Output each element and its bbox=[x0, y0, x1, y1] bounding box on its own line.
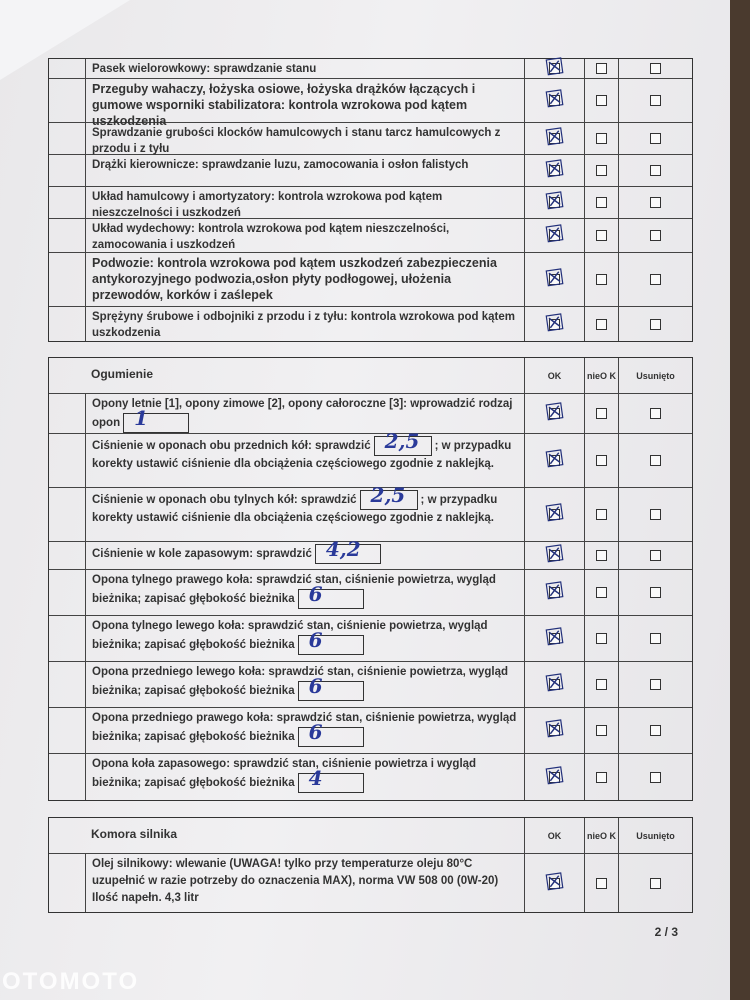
removed-cell bbox=[619, 79, 692, 122]
ok-cell bbox=[525, 123, 585, 154]
removed-checkbox[interactable] bbox=[650, 725, 661, 736]
ok-cell bbox=[525, 662, 585, 707]
ok-cell bbox=[525, 394, 585, 433]
nok-checkbox[interactable] bbox=[596, 133, 607, 144]
inspection-item-text: Układ hamulcowy i amortyzatory: kontrola wzrokowa pod kątem nieszczelności i uszkodzeń bbox=[85, 187, 525, 218]
ok-cell bbox=[525, 542, 585, 569]
removed-cell bbox=[619, 123, 692, 154]
tire-item-text bbox=[85, 616, 525, 661]
tire-item-label: Opona tylnego lewego koła: sprawdzić stan, ciśnienie powietrza, wygląd bieżnika; zapisać głębokość bieżnika bbox=[92, 620, 488, 652]
removed-checkbox[interactable] bbox=[650, 633, 661, 644]
tire-row bbox=[49, 708, 692, 754]
ok-cell bbox=[525, 155, 585, 186]
handwritten-check-icon: ☒ bbox=[543, 54, 567, 82]
tire-row bbox=[49, 429, 692, 488]
value-field[interactable] bbox=[123, 406, 189, 433]
removed-cell bbox=[619, 754, 692, 800]
ok-checkbox[interactable] bbox=[543, 156, 567, 184]
nok-checkbox[interactable] bbox=[596, 319, 607, 330]
tire-item-label: Ciśnienie w oponach obu tylnych kół: sprawdzić bbox=[92, 494, 357, 507]
col-ok-label: OK bbox=[547, 830, 562, 841]
inspection-row bbox=[49, 307, 692, 341]
tire-item-label: Opona przedniego lewego koła: sprawdzić stan, ciśnienie powietrza, wygląd bieżnika; zapisać głębokość bieżnika bbox=[92, 666, 509, 698]
removed-cell bbox=[619, 219, 692, 252]
ok-checkbox[interactable] bbox=[543, 868, 567, 897]
handwritten-check-icon: ☒ bbox=[543, 86, 567, 114]
tire-row bbox=[49, 394, 692, 434]
inspection-row bbox=[49, 79, 692, 128]
ok-checkbox[interactable] bbox=[543, 446, 567, 474]
ok-checkbox[interactable] bbox=[543, 500, 567, 528]
nok-cell bbox=[585, 662, 619, 707]
value-field[interactable] bbox=[298, 674, 364, 701]
handwritten-check-icon: ☒ bbox=[543, 265, 567, 293]
inspection-row bbox=[49, 253, 692, 307]
nok-cell bbox=[585, 253, 619, 306]
removed-cell bbox=[619, 434, 692, 487]
inspection-row bbox=[49, 155, 692, 187]
inspection-item-text: Pasek wielorowkowy: sprawdzanie stanu bbox=[85, 59, 525, 78]
removed-checkbox[interactable] bbox=[650, 587, 661, 598]
value-field[interactable] bbox=[298, 628, 364, 655]
ok-checkbox[interactable] bbox=[543, 86, 567, 114]
ok-checkbox[interactable] bbox=[543, 265, 567, 293]
tire-item-text bbox=[85, 570, 525, 615]
removed-checkbox[interactable] bbox=[650, 679, 661, 690]
handwritten-check-icon: ☒ bbox=[543, 762, 567, 791]
removed-checkbox[interactable] bbox=[650, 197, 661, 208]
handwritten-value: 1 bbox=[134, 406, 149, 430]
nok-cell bbox=[585, 123, 619, 154]
removed-cell bbox=[619, 394, 692, 433]
inspection-row bbox=[49, 219, 692, 253]
tire-row bbox=[49, 616, 692, 662]
tire-row bbox=[49, 537, 692, 570]
tire-row bbox=[49, 754, 692, 800]
handwritten-value: 4,2 bbox=[325, 537, 361, 561]
tire-row bbox=[49, 483, 692, 542]
handwritten-check-icon: ☒ bbox=[543, 156, 567, 184]
nok-cell bbox=[585, 708, 619, 753]
removed-cell bbox=[619, 307, 692, 341]
tire-row bbox=[49, 570, 692, 616]
inspection-row bbox=[49, 54, 692, 82]
nok-checkbox[interactable] bbox=[596, 455, 607, 466]
nok-cell bbox=[585, 488, 619, 541]
engine-header-row bbox=[49, 818, 692, 854]
tire-item-text bbox=[85, 708, 525, 753]
nok-checkbox[interactable] bbox=[596, 587, 607, 598]
engine-row bbox=[49, 854, 692, 912]
ok-checkbox[interactable] bbox=[543, 124, 567, 152]
ok-cell bbox=[525, 79, 585, 122]
nok-checkbox[interactable] bbox=[596, 725, 607, 736]
removed-cell bbox=[619, 253, 692, 306]
inspection-table bbox=[48, 54, 693, 342]
nok-cell bbox=[585, 434, 619, 487]
inspection-item-text: Układ wydechowy: kontrola wzrokowa pod kątem nieszczelności, zamocowania i uszkodzeń bbox=[85, 219, 525, 252]
inspection-item-text: Podwozie: kontrola wzrokowa pod kątem uszkodzeń zabezpieczenia antykorozyjnego podwozia,osłon płyty podłogowej, ułożenia przewodów, korków i zaślepek bbox=[85, 253, 525, 306]
value-field[interactable] bbox=[360, 483, 418, 510]
ok-cell bbox=[525, 187, 585, 218]
tire-item-note: ; w przypadku korekty ustawić ciśnienie dla obciążenia częściowego zgodnie z naklejką. bbox=[92, 440, 512, 470]
handwritten-value: 2,5 bbox=[384, 429, 420, 453]
ok-cell bbox=[525, 708, 585, 753]
handwritten-check-icon: ☒ bbox=[543, 221, 567, 249]
nok-cell bbox=[585, 542, 619, 569]
inspection-item-text: Sprężyny śrubowe i odbojniki z przodu i z tyłu: kontrola wzrokowa pod kątem uszkodzenia bbox=[85, 307, 525, 341]
removed-cell bbox=[619, 155, 692, 186]
handwritten-value: 6 bbox=[308, 720, 323, 744]
nok-checkbox[interactable] bbox=[596, 197, 607, 208]
ok-checkbox[interactable] bbox=[543, 578, 567, 606]
ok-cell bbox=[525, 434, 585, 487]
value-field[interactable] bbox=[298, 766, 364, 793]
handwritten-value: 6 bbox=[308, 582, 323, 606]
handwritten-value: 4 bbox=[308, 766, 323, 790]
removed-cell bbox=[619, 488, 692, 541]
ok-cell bbox=[525, 54, 585, 82]
removed-checkbox[interactable] bbox=[650, 274, 661, 285]
nok-cell bbox=[585, 59, 619, 78]
nok-checkbox[interactable] bbox=[596, 772, 607, 783]
removed-cell bbox=[619, 708, 692, 753]
ok-cell bbox=[525, 616, 585, 661]
value-field[interactable] bbox=[298, 582, 364, 609]
ok-cell bbox=[525, 570, 585, 615]
col-ok-label: OK bbox=[547, 370, 562, 381]
nok-checkbox[interactable] bbox=[596, 230, 607, 241]
removed-cell bbox=[619, 854, 692, 912]
removed-cell bbox=[619, 187, 692, 218]
handwritten-check-icon: ☒ bbox=[543, 446, 567, 474]
nok-checkbox[interactable] bbox=[596, 509, 607, 520]
handwritten-check-icon: ☒ bbox=[543, 541, 567, 569]
tire-item-text bbox=[85, 754, 525, 800]
ok-cell bbox=[525, 754, 585, 800]
tires-title: Ogumienie bbox=[85, 358, 525, 393]
removed-checkbox[interactable] bbox=[650, 772, 661, 783]
tires-table bbox=[48, 357, 693, 801]
tire-item-text bbox=[85, 429, 525, 487]
nok-cell bbox=[585, 155, 619, 186]
ok-cell bbox=[525, 307, 585, 341]
removed-checkbox[interactable] bbox=[650, 165, 661, 176]
tire-item-label: Opony letnie [1], opony zimowe [2], opony całoroczne [3]: wprowadzić rodzaj opon bbox=[92, 398, 513, 430]
nok-cell bbox=[585, 616, 619, 661]
removed-checkbox[interactable] bbox=[650, 319, 661, 330]
handwritten-check-icon: ☒ bbox=[543, 624, 567, 652]
nok-checkbox[interactable] bbox=[596, 274, 607, 285]
ok-checkbox[interactable] bbox=[543, 541, 567, 569]
handwritten-check-icon: ☒ bbox=[543, 578, 567, 606]
tires-header-row bbox=[49, 358, 692, 394]
inspection-row bbox=[49, 187, 692, 219]
ok-cell bbox=[525, 219, 585, 252]
nok-checkbox[interactable] bbox=[596, 633, 607, 644]
removed-cell bbox=[619, 616, 692, 661]
nok-checkbox[interactable] bbox=[596, 95, 607, 106]
tire-item-text bbox=[85, 394, 525, 433]
removed-cell bbox=[619, 662, 692, 707]
removed-checkbox[interactable] bbox=[650, 133, 661, 144]
ok-checkbox[interactable] bbox=[543, 624, 567, 652]
removed-checkbox[interactable] bbox=[650, 878, 661, 889]
value-field[interactable] bbox=[374, 429, 432, 456]
tire-row bbox=[49, 662, 692, 708]
ok-cell bbox=[525, 488, 585, 541]
col-removed-label: Usunięto bbox=[636, 370, 675, 381]
nok-checkbox[interactable] bbox=[596, 878, 607, 889]
value-field[interactable] bbox=[298, 720, 364, 747]
handwritten-check-icon: ☒ bbox=[543, 500, 567, 528]
removed-checkbox[interactable] bbox=[650, 455, 661, 466]
tire-item-label: Ciśnienie w oponach obu przednich kół: sprawdzić bbox=[92, 440, 371, 453]
tire-item-label: Ciśnienie w kole zapasowym: sprawdzić bbox=[92, 548, 312, 561]
tire-item-label: Opona tylnego prawego koła: sprawdzić stan, ciśnienie powietrza, wygląd bieżnika; zapisać głębokość bieżnika bbox=[92, 574, 496, 606]
tire-item-text bbox=[85, 662, 525, 707]
tire-item-note: ; w przypadku korekty ustawić ciśnienie dla obciążenia częściowego zgodnie z naklejką. bbox=[92, 494, 498, 524]
value-field[interactable] bbox=[315, 537, 381, 564]
nok-checkbox[interactable] bbox=[596, 165, 607, 176]
col-nok-label: nieO K bbox=[586, 830, 616, 841]
ok-checkbox[interactable] bbox=[543, 716, 567, 744]
removed-cell bbox=[619, 542, 692, 569]
inspection-row bbox=[49, 123, 692, 155]
tire-item-label: Opona koła zapasowego: sprawdzić stan, ciśnienie powietrza i wygląd bieżnika; zapisać głębokość bieżnika bbox=[92, 758, 477, 790]
handwritten-check-icon: ☒ bbox=[543, 716, 567, 744]
ok-cell bbox=[525, 854, 585, 912]
handwritten-check-icon: ☒ bbox=[543, 309, 567, 338]
nok-cell bbox=[585, 79, 619, 122]
nok-cell bbox=[585, 219, 619, 252]
ok-checkbox[interactable] bbox=[543, 670, 567, 698]
removed-cell bbox=[619, 570, 692, 615]
engine-table bbox=[48, 817, 693, 913]
inspection-item-text: Drążki kierownicze: sprawdzanie luzu, zamocowania i osłon falistych bbox=[85, 155, 525, 186]
inspection-item-text: Sprawdzanie grubości klocków hamulcowych i stanu tarcz hamulcowych z przodu i z tyłu bbox=[85, 123, 525, 154]
engine-title: Komora silnika bbox=[85, 818, 525, 853]
nok-cell bbox=[585, 394, 619, 433]
handwritten-check-icon: ☒ bbox=[543, 399, 567, 427]
handwritten-check-icon: ☒ bbox=[543, 124, 567, 152]
col-removed-label: Usunięto bbox=[636, 830, 675, 841]
removed-checkbox[interactable] bbox=[650, 550, 661, 561]
removed-cell bbox=[619, 59, 692, 78]
removed-checkbox[interactable] bbox=[650, 63, 661, 74]
removed-checkbox[interactable] bbox=[650, 509, 661, 520]
nok-cell bbox=[585, 754, 619, 800]
handwritten-check-icon: ☒ bbox=[543, 188, 567, 216]
page-number: 2 / 3 bbox=[654, 925, 678, 939]
tire-item-text bbox=[85, 483, 525, 541]
watermark-logo: OTOMOTO bbox=[2, 968, 140, 995]
nok-checkbox[interactable] bbox=[596, 550, 607, 561]
handwritten-value: 6 bbox=[308, 674, 323, 698]
inspection-item-text: Przeguby wahaczy, łożyska osiowe, łożyska drążków łączących i gumowe wsporniki stabilizatora: kontrola wzrokowa pod kątem uszkodzenia bbox=[85, 79, 525, 122]
tire-item-text bbox=[85, 537, 525, 569]
ok-checkbox[interactable] bbox=[543, 399, 567, 427]
nok-cell bbox=[585, 187, 619, 218]
removed-checkbox[interactable] bbox=[650, 408, 661, 419]
handwritten-value: 6 bbox=[308, 628, 323, 652]
handwritten-value: 2,5 bbox=[370, 483, 406, 507]
ok-checkbox[interactable] bbox=[543, 54, 567, 82]
nok-checkbox[interactable] bbox=[596, 408, 607, 419]
nok-cell bbox=[585, 854, 619, 912]
removed-checkbox[interactable] bbox=[650, 230, 661, 241]
ok-checkbox[interactable] bbox=[543, 221, 567, 249]
handwritten-check-icon: ☒ bbox=[543, 670, 567, 698]
nok-checkbox[interactable] bbox=[596, 63, 607, 74]
nok-checkbox[interactable] bbox=[596, 679, 607, 690]
engine-item-text: Olej silnikowy: wlewanie (UWAGA! tylko przy temperaturze oleju 80°C uzupełnić w razie potrzeby do oznaczenia MAX), norma VW 508 00 (0W-20) Ilość napełn. 4,3 litr bbox=[85, 854, 525, 912]
ok-cell bbox=[525, 253, 585, 306]
nok-cell bbox=[585, 570, 619, 615]
nok-cell bbox=[585, 307, 619, 341]
col-nok-label: nieO K bbox=[586, 370, 616, 381]
handwritten-check-icon: ☒ bbox=[543, 868, 567, 897]
ok-checkbox[interactable] bbox=[543, 188, 567, 216]
removed-checkbox[interactable] bbox=[650, 95, 661, 106]
ok-checkbox[interactable] bbox=[543, 309, 567, 338]
ok-checkbox[interactable] bbox=[543, 762, 567, 791]
tire-item-label: Opona przedniego prawego koła: sprawdzić stan, ciśnienie powietrza, wygląd bieżnika; zapisać głębokość bieżnika bbox=[92, 712, 517, 744]
